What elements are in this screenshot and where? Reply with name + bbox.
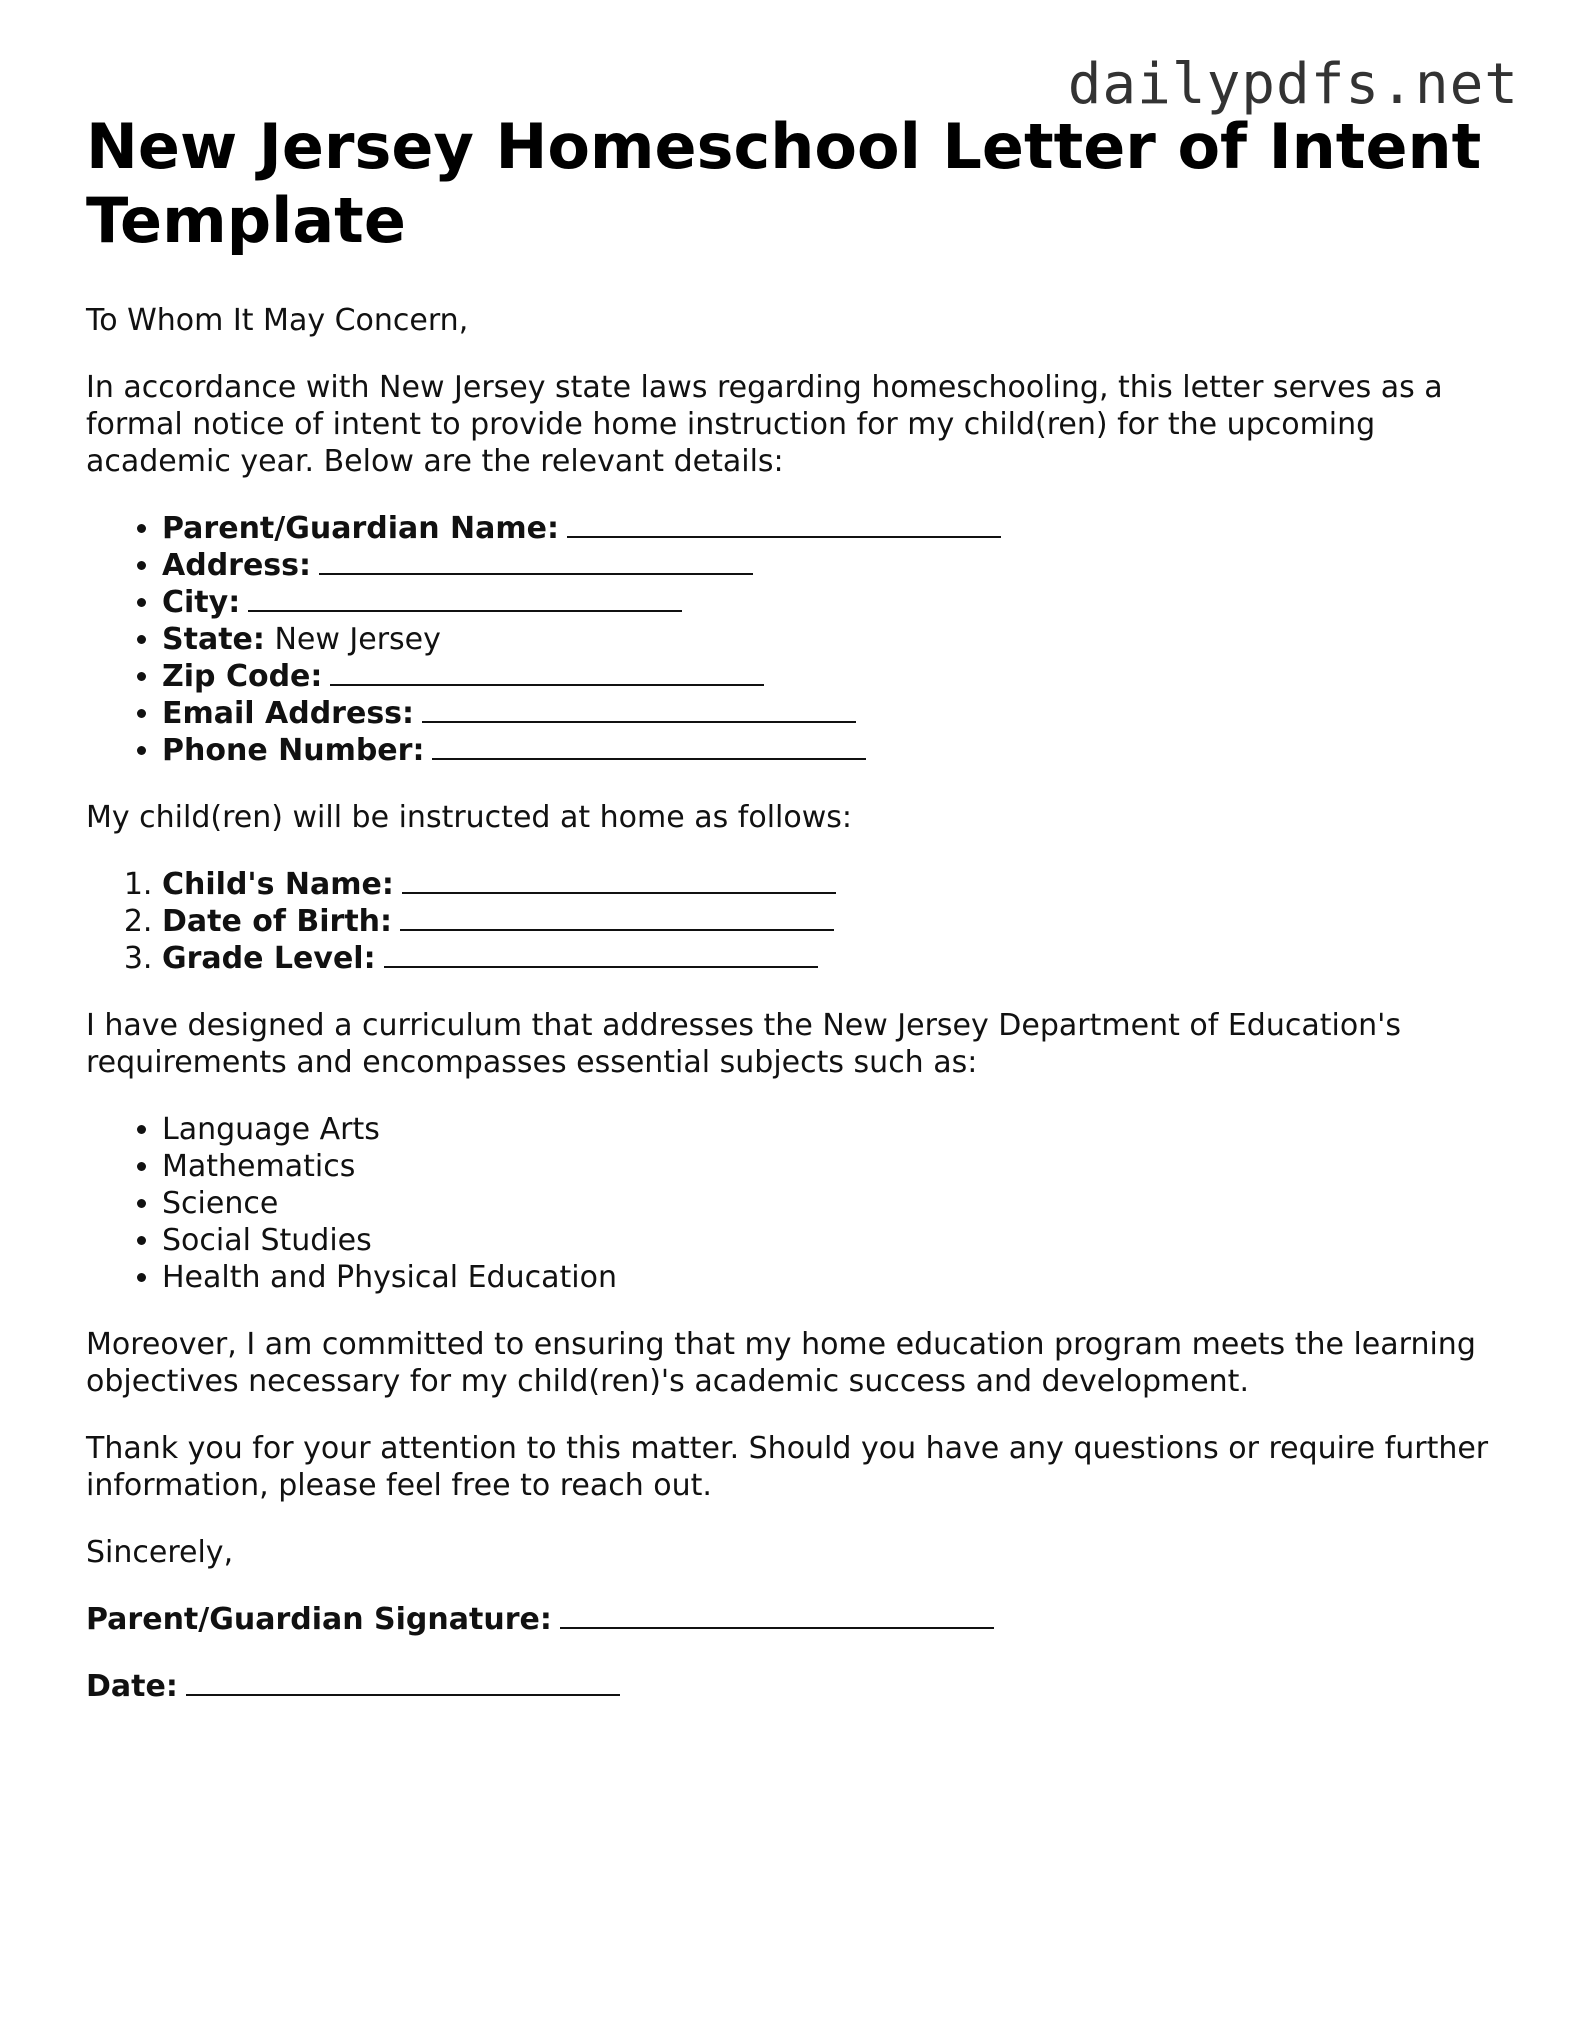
date-blank[interactable]: [186, 1668, 620, 1696]
field-parent-name: [162, 510, 1506, 547]
field-label: City:: [162, 585, 241, 620]
subject-item: • Mathematics: [162, 1148, 1506, 1185]
state-value: New Jersey: [274, 622, 441, 657]
child-details-list: [86, 866, 1506, 977]
field-address: [162, 547, 1506, 584]
field-grade-level: [162, 940, 1506, 977]
children-intro: My child(ren) will be instructed at home as follows:: [86, 800, 853, 835]
field-label: State:: [162, 622, 265, 657]
commitment-paragraph: Moreover, I am committed to ensuring that my home education program meets the learning objectives necessary for my child(ren)'s academic success and development.: [86, 1327, 1476, 1399]
fill-in-blank[interactable]: [422, 695, 856, 723]
fill-in-blank[interactable]: [432, 732, 866, 760]
fill-in-blank[interactable]: [402, 866, 836, 894]
fill-in-blank[interactable]: [319, 547, 753, 575]
signature-blank[interactable]: [560, 1601, 994, 1629]
field-child-name: [162, 866, 1506, 903]
fill-in-blank[interactable]: [384, 940, 818, 968]
field-label: Child's Name:: [162, 867, 394, 902]
subjects-list: [86, 1111, 1506, 1296]
date-line: [86, 1668, 1506, 1705]
letter-document: [86, 110, 1506, 1705]
field-label: Grade Level:: [162, 941, 376, 976]
field-state: [162, 621, 1506, 658]
parent-details-list: [86, 510, 1506, 769]
fill-in-blank[interactable]: [330, 658, 764, 686]
field-email: [162, 695, 1506, 732]
subject-item: • Language Arts: [162, 1111, 1506, 1148]
watermark: dailypdfs.net: [1067, 52, 1519, 117]
field-date-of-birth: [162, 903, 1506, 940]
subject-item: • Science: [162, 1185, 1506, 1222]
closing: Sincerely,: [86, 1535, 234, 1570]
thanks-paragraph: Thank you for your attention to this matter. Should you have any questions or require further information, please feel free to reach out.: [86, 1431, 1489, 1503]
curriculum-intro: I have designed a curriculum that addresses the New Jersey Department of Education's requirements and encompasses essential subjects such as:: [86, 1008, 1402, 1080]
subject-item: • Social Studies: [162, 1222, 1506, 1259]
field-phone: [162, 732, 1506, 769]
field-label: Parent/Guardian Name:: [162, 511, 560, 546]
fill-in-blank[interactable]: [248, 584, 682, 612]
intro-paragraph: In accordance with New Jersey state laws regarding homeschooling, this letter serves as a formal notice of intent to provide home instruction for my child(ren) for the upcoming academic year. Below are the relevant details:: [86, 370, 1443, 479]
field-label: Zip Code:: [162, 659, 323, 694]
field-zip-code: [162, 658, 1506, 695]
field-label: Address:: [162, 548, 312, 583]
field-label: Phone Number:: [162, 733, 425, 768]
subject-item: • Health and Physical Education: [162, 1259, 1506, 1296]
field-city: [162, 584, 1506, 621]
field-label: Date of Birth:: [162, 904, 393, 939]
greeting: To Whom It May Concern,: [86, 303, 469, 338]
fill-in-blank[interactable]: [567, 510, 1001, 538]
field-label: Email Address:: [162, 696, 415, 731]
signature-line: [86, 1601, 1506, 1638]
fill-in-blank[interactable]: [400, 903, 834, 931]
page-title: New Jersey Homeschool Letter of Intent Template: [86, 110, 1482, 257]
signature-label: Parent/Guardian Signature:: [86, 1602, 552, 1637]
date-label: Date:: [86, 1669, 178, 1704]
